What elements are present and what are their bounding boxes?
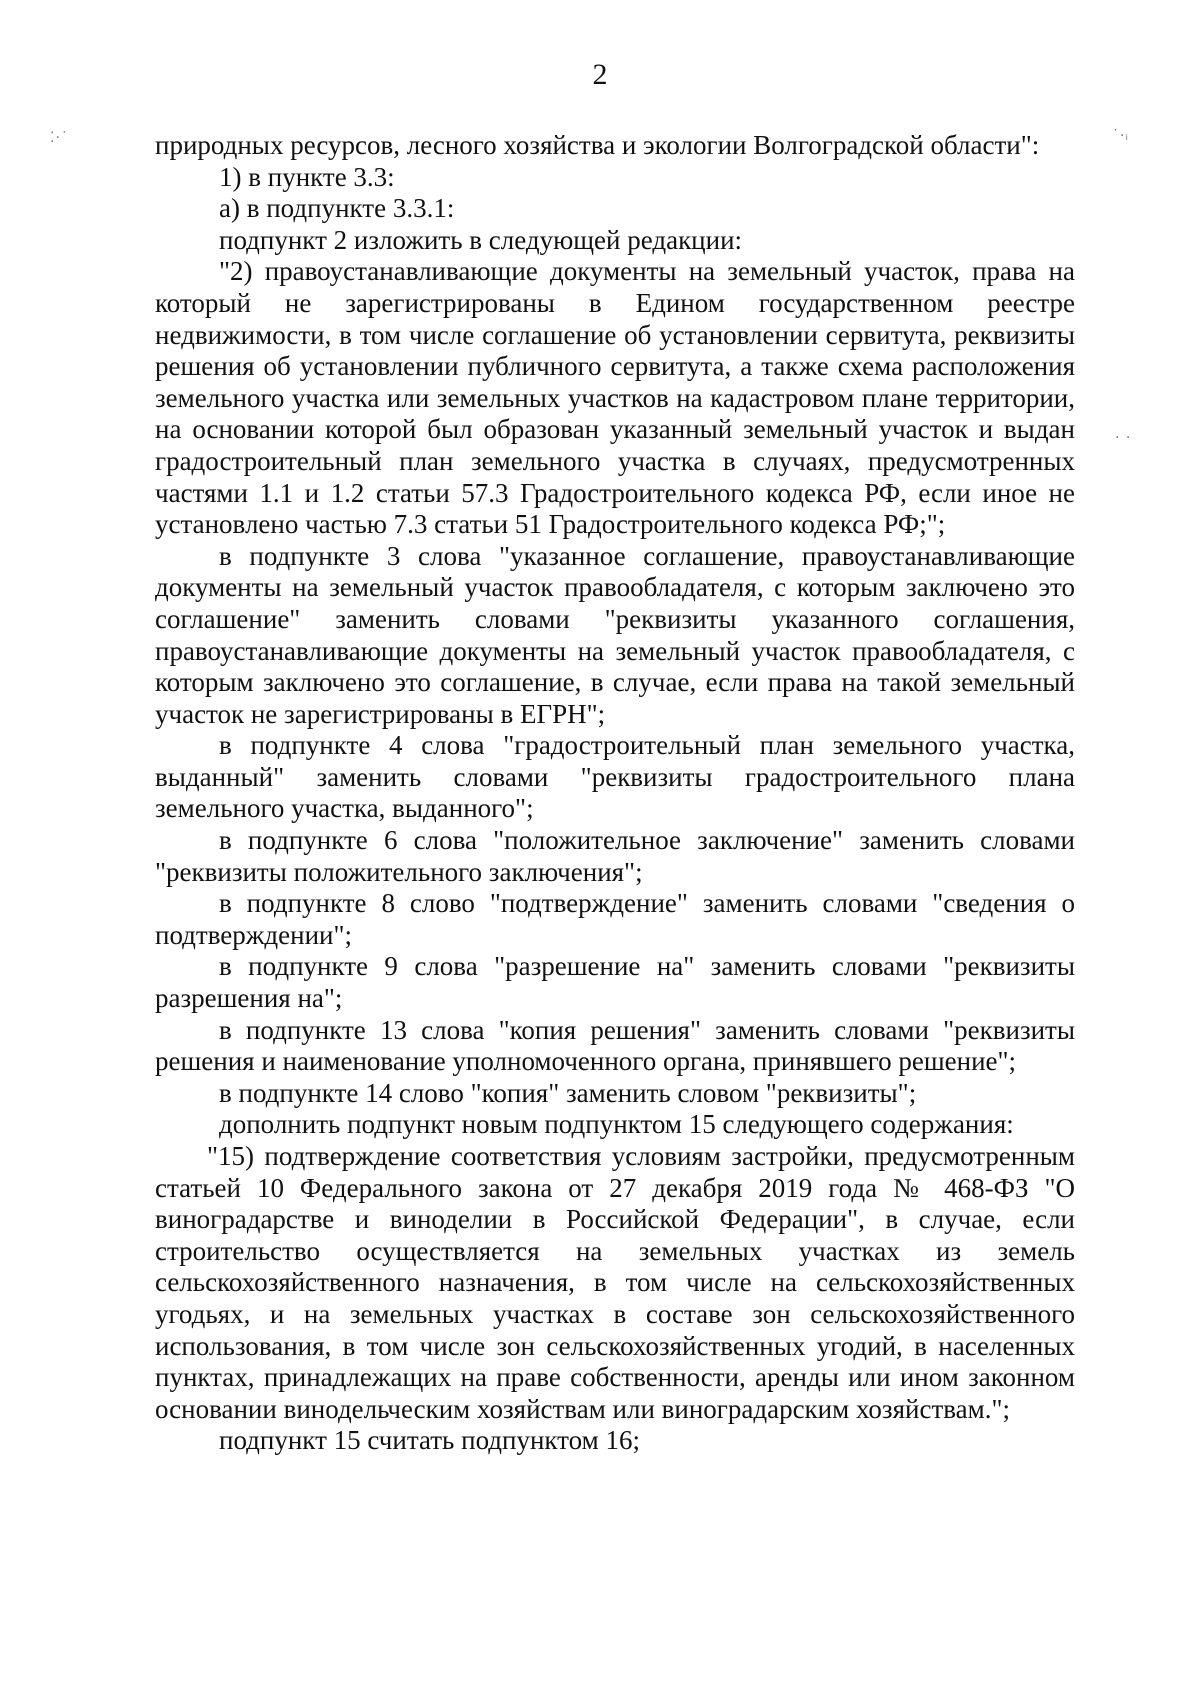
scan-speck-left: ⁚·˙ [50,130,69,146]
page-number: 2 [592,58,608,91]
paragraph-item-a: а) в подпункте 3.3.1: [219,193,455,224]
scan-speck-right-mid: · · [1115,430,1132,446]
paragraph-renumber: подпункт 15 считать подпунктом 16; [219,1425,640,1456]
paragraph-subitem-15-text: "15) подтверждение соответствия условиям застройки, предусмотренным статьей 10 Федерального закона от 27 декабря 2019 года № 468-ФЗ "О виноградарстве и виноделии в Российской Федерации", в случае, если строительство осуществляется на земельных участках из земель сельскохозяйственного назначения, в том числе на сельскохозяйственных угодьях, и на земельных участках в составе зон сельскохозяйственного использования, в том числе зон сельскохозяйственных угодий, в населенных пунктах, принадлежащих на праве собственности, аренды или ином законном основании винодельческим хозяйствам или виноградарским хозяйствам."; [155,1141,1075,1424]
paragraph-subitem-13: в подпункте 13 слова "копия решения" заменить словами "реквизиты решения и наименование уполномоченного органа, принявшего решение"; [155,1014,1075,1077]
scan-speck-right-top: ˙·ᵢ [1112,128,1129,144]
paragraph-subitem-6: в подпункте 6 слова "положительное заключение" заменить словами "реквизиты положительного заключения"; [155,825,1075,887]
paragraph-subitem-14: в подпункте 14 слово "копия" заменить словом "реквизиты"; [219,1077,917,1108]
paragraph-intro: природных ресурсов, лесного хозяйства и экологии Волгоградской области": [155,130,1040,160]
paragraph-add-subitem-15: дополнить подпункт новым подпунктом 15 следующего содержания: [219,1109,1014,1140]
paragraph-subitem-4: в подпункте 4 слова "градостроительный план земельного участка, выданный" заменить словами "реквизиты градостроительного плана земельного участка, выданного"; [155,730,1075,824]
document-body [155,130,1075,1457]
paragraph-item-1: 1) в пункте 3.3: [219,161,395,192]
paragraph-subitem-3: в подпункте 3 слова "указанное соглашение, правоустанавливающие документы на земельный участок правообладателя, с которым заключено это соглашение" заменить словами "реквизиты указанного соглашения, правоустанавливающие документы на земельный участок правообладателя, с которым заключено это соглашение, в случае, если права на такой земельный участок не зарегистрированы в ЕГРН"; [155,540,1075,729]
paragraph-subitem-9: в подпункте 9 слова "разрешение на" заменить словами "реквизиты разрешения на"; [155,951,1075,1014]
paragraph-subitem-2-intro: подпункт 2 изложить в следующей редакции: [219,224,743,255]
paragraph-subitem-8: в подпункте 8 слово "подтверждение" заменить словами "сведения о подтверждении"; [155,888,1075,950]
paragraph-subitem-2-text: "2) правоустанавливающие документы на земельный участок, права на который не зарегистрированы в Едином государственном реестре недвижимости, в том числе соглашение об установлении сервитута, реквизиты решения об установлении публичного сервитута, а также схема расположения земельного участка или земельных участков на кадастровом плане территории, на основании которой был образован указанный земельный участок и выдан градостроительный план земельного участка в случаях, предусмотренных частями 1.1 и 1.2 статьи 57.3 Градостроительного кодекса РФ, если иное не установлено частью 7.3 статьи 51 Градостроительного кодекса РФ;"; [155,256,1075,540]
